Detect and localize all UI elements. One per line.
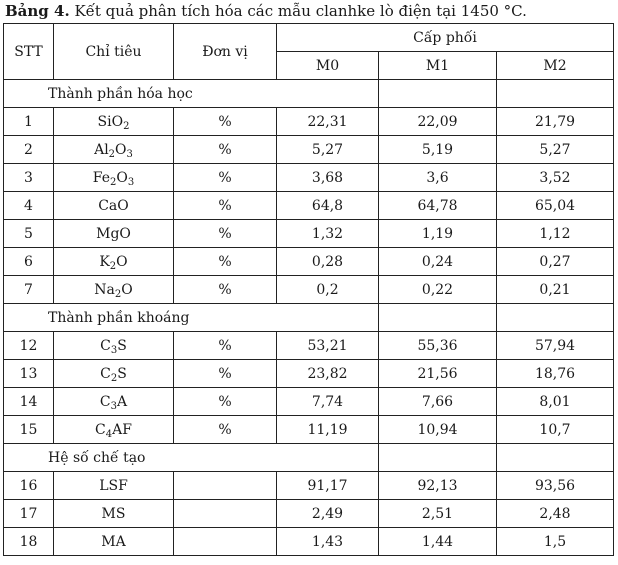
formula-part: O <box>121 281 133 298</box>
caption-label: Bảng 4. <box>5 2 70 20</box>
row-indicator <box>54 332 174 360</box>
formula-subscript: 2 <box>109 260 117 272</box>
header-sample-m2: M2 <box>497 52 614 80</box>
row-indicator <box>54 388 174 416</box>
header-sample-m1: M1 <box>379 52 497 80</box>
row-stt: 5 <box>4 220 54 248</box>
row-value-m0: 2,49 <box>277 500 379 528</box>
table-row <box>4 136 614 164</box>
formula-part: Si <box>97 113 112 130</box>
formula-part: AF <box>112 421 132 438</box>
section-row <box>4 444 614 472</box>
table-row <box>4 332 614 360</box>
formula-subscript: 4 <box>105 428 113 440</box>
formula-part: MA <box>101 533 126 550</box>
row-value-m1: 21,56 <box>379 360 497 388</box>
table-row <box>4 416 614 444</box>
row-value-m2: 0,21 <box>497 276 614 304</box>
formula-part: S <box>117 365 127 382</box>
table-row <box>4 248 614 276</box>
row-stt: 17 <box>4 500 54 528</box>
header-sample-m0: M0 <box>277 52 379 80</box>
formula-part: LSF <box>99 477 128 494</box>
row-unit <box>174 500 277 528</box>
formula-subscript: 2 <box>110 176 117 188</box>
formula-part: A <box>116 393 128 410</box>
row-indicator <box>54 472 174 500</box>
formula-part: S <box>117 337 127 354</box>
formula-part: O <box>116 169 128 186</box>
formula-subscript: 3 <box>126 148 133 160</box>
row-stt: 7 <box>4 276 54 304</box>
row-value-m0: 11,19 <box>277 416 379 444</box>
row-indicator <box>54 108 174 136</box>
row-value-m0: 1,32 <box>277 220 379 248</box>
formula-subscript: 2 <box>108 148 116 160</box>
table-row <box>4 472 614 500</box>
row-value-m2: 21,79 <box>497 108 614 136</box>
row-value-m2: 3,52 <box>497 164 614 192</box>
section-empty-cell <box>277 444 379 472</box>
row-value-m1: 22,09 <box>379 108 497 136</box>
section-empty-cell <box>497 304 614 332</box>
header-indicator: Chỉ tiêu <box>54 24 174 80</box>
row-stt: 12 <box>4 332 54 360</box>
row-value-m2: 65,04 <box>497 192 614 220</box>
row-value-m2: 1,12 <box>497 220 614 248</box>
row-value-m0: 23,82 <box>277 360 379 388</box>
formula-subscript: 3 <box>110 344 118 356</box>
formula-subscript: 2 <box>123 120 130 132</box>
row-value-m0: 3,68 <box>277 164 379 192</box>
row-value-m1: 0,24 <box>379 248 497 276</box>
formula-part: CaO <box>98 197 129 214</box>
row-unit <box>174 472 277 500</box>
row-value-m1: 7,66 <box>379 388 497 416</box>
row-value-m0: 0,28 <box>277 248 379 276</box>
section-empty-cell <box>379 80 497 108</box>
header-stt: STT <box>4 24 54 80</box>
row-value-m0: 53,21 <box>277 332 379 360</box>
caption-text: Kết quả phân tích hóa các mẫu clanhke lò điện tại 1450 °C. <box>69 2 527 20</box>
formula-part: O <box>116 253 128 270</box>
section-empty-cell <box>379 304 497 332</box>
row-value-m1: 3,6 <box>379 164 497 192</box>
row-value-m2: 0,27 <box>497 248 614 276</box>
formula-part: Al <box>94 141 109 158</box>
row-stt: 15 <box>4 416 54 444</box>
table-row <box>4 388 614 416</box>
formula-part: O <box>115 141 127 158</box>
row-unit: % <box>174 136 277 164</box>
section-empty-cell <box>277 304 379 332</box>
row-value-m2: 57,94 <box>497 332 614 360</box>
table-row <box>4 108 614 136</box>
row-unit: % <box>174 276 277 304</box>
formula-part: MS <box>101 505 126 522</box>
row-unit: % <box>174 388 277 416</box>
row-value-m0: 5,27 <box>277 136 379 164</box>
formula-subscript: 2 <box>110 372 118 384</box>
formula-part: C <box>99 393 111 410</box>
row-indicator <box>54 164 174 192</box>
row-indicator <box>54 528 174 556</box>
row-stt: 3 <box>4 164 54 192</box>
row-stt: 18 <box>4 528 54 556</box>
row-value-m1: 92,13 <box>379 472 497 500</box>
formula-part: C <box>95 421 106 438</box>
section-title: Thành phần hóa học <box>4 80 277 108</box>
section-row <box>4 304 614 332</box>
formula-subscript: 3 <box>127 176 135 188</box>
row-unit: % <box>174 248 277 276</box>
results-table <box>3 23 614 556</box>
table-row <box>4 220 614 248</box>
formula-part: Fe <box>92 169 110 186</box>
row-value-m1: 1,19 <box>379 220 497 248</box>
row-stt: 16 <box>4 472 54 500</box>
table-row <box>4 192 614 220</box>
row-stt: 14 <box>4 388 54 416</box>
row-unit <box>174 528 277 556</box>
row-value-m1: 64,78 <box>379 192 497 220</box>
section-title: Thành phần khoáng <box>4 304 277 332</box>
row-unit: % <box>174 164 277 192</box>
row-value-m2: 8,01 <box>497 388 614 416</box>
section-empty-cell <box>277 80 379 108</box>
row-unit: % <box>174 332 277 360</box>
row-value-m2: 1,5 <box>497 528 614 556</box>
row-stt: 6 <box>4 248 54 276</box>
row-value-m0: 7,74 <box>277 388 379 416</box>
formula-part: O <box>111 113 124 130</box>
row-stt: 1 <box>4 108 54 136</box>
row-value-m1: 2,51 <box>379 500 497 528</box>
row-unit: % <box>174 416 277 444</box>
row-value-m0: 91,17 <box>277 472 379 500</box>
formula-part: C <box>100 337 111 354</box>
row-value-m1: 5,19 <box>379 136 497 164</box>
table-row <box>4 528 614 556</box>
formula-part: C <box>100 365 111 382</box>
section-empty-cell <box>497 80 614 108</box>
header-row-1 <box>4 24 614 52</box>
row-indicator <box>54 416 174 444</box>
header-mix-group: Cấp phối <box>277 24 614 52</box>
row-value-m0: 0,2 <box>277 276 379 304</box>
row-stt: 13 <box>4 360 54 388</box>
formula-part: K <box>99 253 110 270</box>
row-unit: % <box>174 192 277 220</box>
row-unit: % <box>174 220 277 248</box>
table-row <box>4 164 614 192</box>
section-empty-cell <box>379 444 497 472</box>
row-value-m1: 55,36 <box>379 332 497 360</box>
table-row <box>4 360 614 388</box>
row-indicator <box>54 192 174 220</box>
row-stt: 4 <box>4 192 54 220</box>
row-value-m0: 64,8 <box>277 192 379 220</box>
row-indicator <box>54 248 174 276</box>
table-caption <box>5 2 527 20</box>
row-value-m2: 18,76 <box>497 360 614 388</box>
table-row <box>4 500 614 528</box>
row-indicator <box>54 136 174 164</box>
row-value-m1: 1,44 <box>379 528 497 556</box>
section-row <box>4 80 614 108</box>
row-value-m0: 22,31 <box>277 108 379 136</box>
table-row <box>4 276 614 304</box>
results-table-body <box>4 24 614 556</box>
row-value-m1: 10,94 <box>379 416 497 444</box>
section-empty-cell <box>497 444 614 472</box>
formula-part: MgO <box>96 225 131 242</box>
row-indicator <box>54 500 174 528</box>
row-indicator <box>54 360 174 388</box>
row-value-m0: 1,43 <box>277 528 379 556</box>
row-unit: % <box>174 108 277 136</box>
formula-subscript: 3 <box>110 400 117 412</box>
formula-subscript: 2 <box>114 288 122 300</box>
row-stt: 2 <box>4 136 54 164</box>
row-value-m2: 10,7 <box>497 416 614 444</box>
formula-part: Na <box>94 281 115 298</box>
row-value-m2: 5,27 <box>497 136 614 164</box>
row-value-m2: 93,56 <box>497 472 614 500</box>
row-value-m2: 2,48 <box>497 500 614 528</box>
row-indicator <box>54 220 174 248</box>
section-title: Hệ số chế tạo <box>4 444 277 472</box>
row-indicator <box>54 276 174 304</box>
row-value-m1: 0,22 <box>379 276 497 304</box>
header-unit: Đơn vị <box>174 24 277 80</box>
row-unit: % <box>174 360 277 388</box>
